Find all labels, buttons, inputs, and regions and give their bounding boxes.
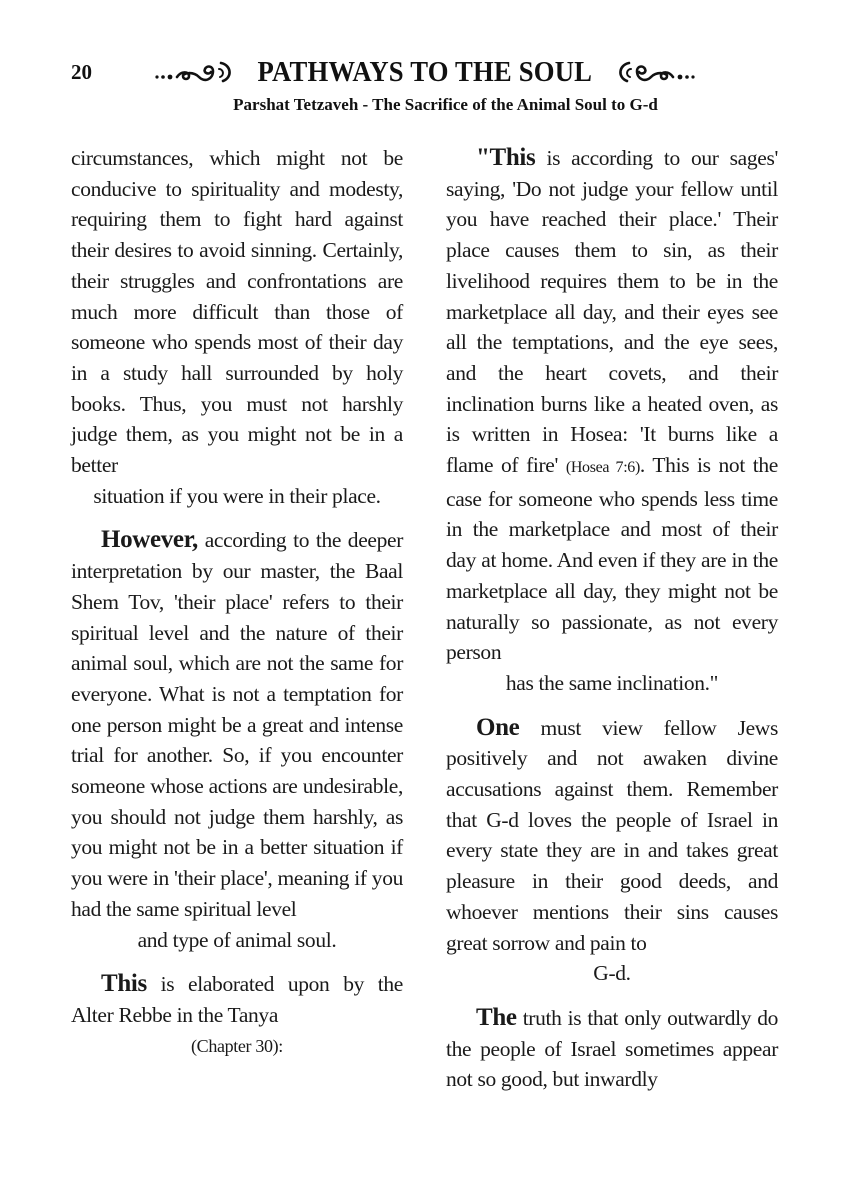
scroll-ornament-left-icon (153, 57, 249, 87)
paragraph-text: is according to our sages' saying, 'Do not judge your fellow until you have reached their place.' Their place causes them to sin, as their livelihood requires them to be in the marketplace all day, and their eyes see all the temptations, and the eye sees, and the heart covets, and their inclination burns like a heated oven, as is written in Hosea: 'It burns like a flame of fire' (446, 146, 778, 478)
paragraph-lead-word: This (101, 970, 147, 998)
paragraph-text-continued: . This is not the case for someone who spends less time in the marketplace and most of their day at home. And even if they are in the marketplace all day, they might not be naturally so passionate, as not every person (446, 453, 778, 665)
page-number: 20 (71, 60, 92, 84)
paragraph (446, 1003, 778, 1095)
paragraph-last-line: and type of animal soul. (137, 927, 337, 952)
paragraph-text: must view fellow Jews positively and not awaken divine accusations against them. Remember that G-d loves the people of Israel in every state they are in and takes great pleasure in their good deeds, and whoever mentions their sins causes great sorrow and pain to (446, 715, 778, 955)
page-header (0, 52, 846, 92)
source-citation: (Chapter 30): (191, 1035, 283, 1056)
chapter-subtitle: Parshat Tetzaveh - The Sacrifice of the Animal Soul to G-d (233, 95, 658, 114)
paragraph-text: circumstances, which might not be conducive to spirituality and modesty, requiring them to fight hard against their desires to avoid sinning. Certainly, their struggles and confrontations are much more difficult than those of someone who spends most of their day in a study hall surrounded by holy books. Thus, you must not harshly judge them, as you might not be in a better (71, 146, 403, 478)
paragraph-last-line: situation if you were in their place. (93, 483, 381, 508)
paragraph-text: is elaborated upon by the Alter Rebbe in the Tanya (71, 972, 403, 1027)
paragraph-lead-word: The (476, 1003, 517, 1031)
paragraph (446, 143, 778, 699)
running-title-row (130, 52, 720, 92)
scroll-ornament-right-icon (601, 57, 697, 87)
right-column (446, 143, 778, 1109)
paragraph-lead-word: However, (101, 526, 198, 554)
paragraph-lead-word: One (476, 713, 520, 741)
paragraph (71, 525, 403, 955)
paragraph (446, 713, 778, 989)
source-citation: (Hosea 7:6) (565, 459, 640, 477)
paragraph-text: according to the deeper interpretation by our master, the Baal Shem Tov, 'their place' refers to their spiritual level and the nature of their animal soul, which are not the same for everyone. What is not a temptation for one person might be a great and intense trial for another. So, if you encounter someone whose actions are undesirable, you should not judge them harshly, as you might not be in a better situation if you were in 'their place', meaning if you had the same spiritual level (71, 528, 403, 921)
paragraph (71, 969, 403, 1061)
paragraph (71, 143, 403, 511)
running-title: PATHWAYS TO THE SOUL (257, 55, 593, 88)
paragraph-last-line: has the same inclination." (505, 670, 719, 695)
paragraph-last-line: G-d. (593, 961, 631, 986)
paragraph-text: truth is that only outwardly do the people of Israel sometimes appear not so good, but inwardly (446, 1005, 778, 1092)
paragraph-lead-word: "This (476, 144, 536, 171)
left-column (71, 143, 403, 1075)
